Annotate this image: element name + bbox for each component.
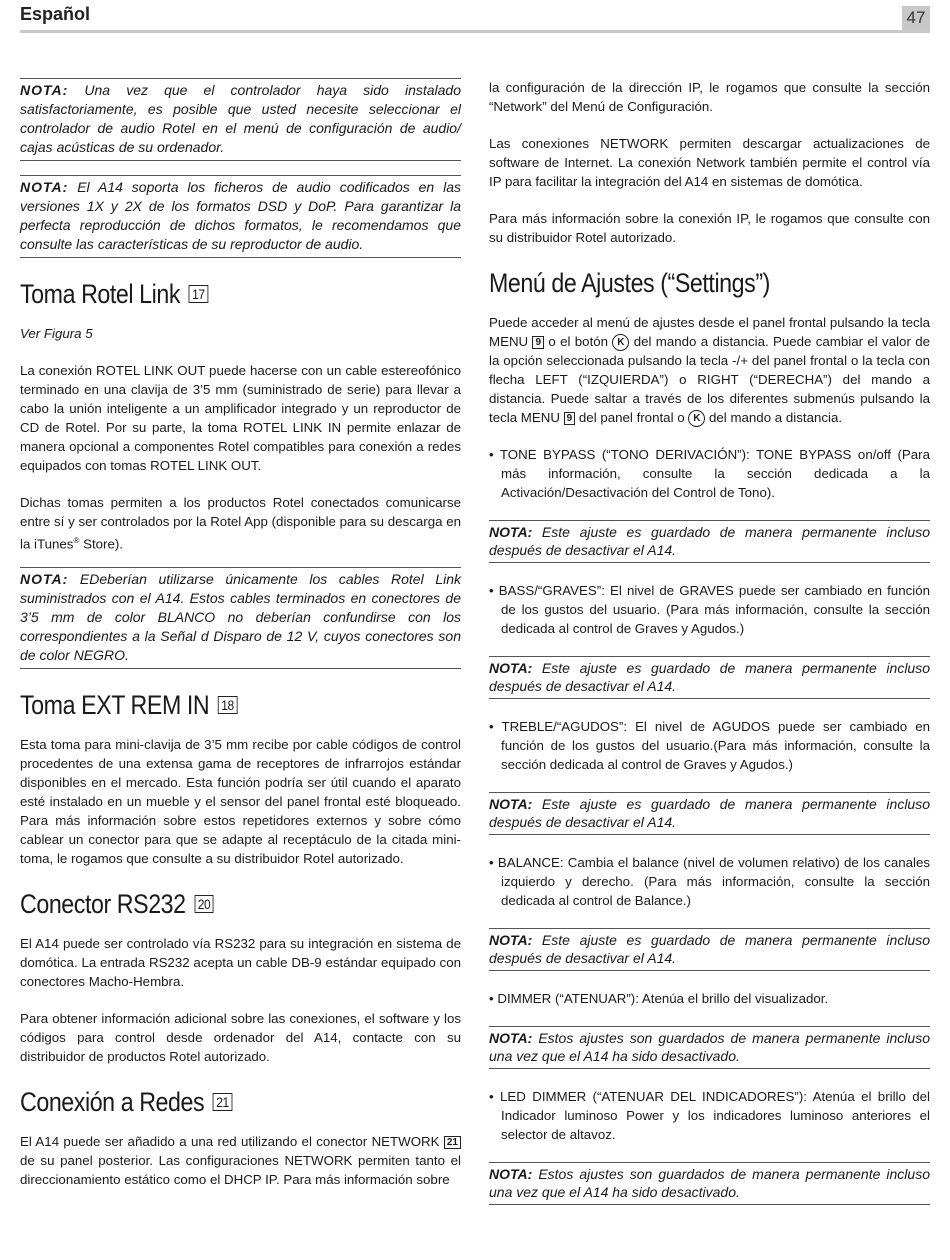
inline-badge-9: 9 [532,336,544,349]
settings-item-tone: • TONE BYPASS (“TONO DERIVACIÓN”): TONE BYPASS on/off (Para más información, consulte la sección dedicada a la Activación/Desactivación del Control de Tono). NOTA: Este ajuste es guardado de manera permanente incluso después de desactivar el A14. [489,445,930,563]
heading-network: Conexión a Redes 21 [20,1086,399,1118]
note-driver: NOTA: Una vez que el controlador haya sido instalado satisfactoriamente, es posible que usted necesite seleccionar el controlador de audio Rotel en el menú de configuración de audio/ cajas acústicas de su ordenador. [20,78,461,161]
note-rotel-link: NOTA: EDeberían utilizarse únicamente los cables Rotel Link suministrados con el A14. Estos cables terminados en conectores de 3’5 mm de color BLANCO no deberían confundirse con los correspondientes a la Señal d Disparo de 12 V, cuyos conectores son de color NEGRO. [20,567,461,669]
settings-item-treble: • TREBLE/“AGUDOS”: El nivel de AGUDOS puede ser cambiado en función de los gustos del usuario.(Para más información, consulte la sección dedicada al control de Graves y Agudos.) NOTA: Este ajuste es guardado de manera permanente incluso después de desactivar el A14. [489,717,930,835]
inline-badge-9-second: 9 [564,412,576,425]
settings-item-balance: • BALANCE: Cambia el balance (nivel de volumen relativo) de los canales izquierdo y derecho. (Para más información, consulte la sección dedicada al control de Balance.) NOTA: Este ajuste es guardado de manera permanente incluso después de desactivar el A14. [489,853,930,971]
right-column [489,78,930,1223]
settings-note: NOTA: Este ajuste es guardado de manera permanente incluso después de desactivar el A14. [489,520,930,563]
rotel-link-paragraph-1: La conexión ROTEL LINK OUT puede hacerse con un cable estereofónico terminado en una clavija de 3’5 mm (suministrado de serie) para llevar a cabo la unión inteligente a un amplificador integrado y un reproductor de CD de Rotel. Por su parte, la toma ROTEL LINK IN permite enlazar de manera opcional a componentes Rotel compatibles para conexión a redes equipados con tomas ROTEL LINK OUT. [20,363,461,473]
left-column [20,78,461,1189]
heading-rs232: Conector RS232 20 [20,888,399,920]
heading-ext-rem: Toma EXT REM IN 18 [20,689,399,721]
settings-note: NOTA: Este ajuste es guardado de manera permanente incluso después de desactivar el A14. [489,792,930,835]
ip-info-paragraph: Para más información sobre la conexión IP, le rogamos que consulte con su distribuidor Rotel autorizado. [489,211,930,245]
settings-item-led-dimmer: • LED DIMMER (“ATENUAR DEL INDICADORES”): Atenúa el brillo del Indicador luminoso Power y los indicadores luminoso anteriores el selector de altavoz. NOTA: Estos ajustes son guardados de manera permanente incluso una vez que el A14 ha sido desactivado. [489,1087,930,1205]
page-number: 47 [902,6,930,30]
remote-k-button-icon: K [612,334,629,351]
rs232-paragraph-2: Para obtener información adicional sobre las conexiones, el software y los códigos para control desde ordenador del A14, contacte con su distribuidor de productos Rotel autorizado. [20,1011,461,1065]
ip-paragraph: la configuración de la dirección IP, le rogamos que consulte la sección “Network” del Menú de Configuración. [489,80,930,114]
inline-badge-21: 21 [444,1136,461,1149]
note-dsd: NOTA: El A14 soporta los ficheros de audio codificados en las versiones 1X y 2X de los formatos DSD y DoP. Para garantizar la perfecta reproducción de dichos formatos, le recomendamos que consulte las características de su reproductor de audio. [20,175,461,258]
see-figure: Ver Figura 5 [20,326,93,341]
network-update-paragraph: Las conexiones NETWORK permiten descargar actualizaciones de software de Internet. La conexión Network también permite el control vía IP para facilitar la integración del A14 en sistemas de domótica. [489,136,930,189]
settings-intro: Puede acceder al menú de ajustes desde el panel frontal pulsando la tecla MENU 9 o el botón K del mando a distancia. Puede cambiar el valor de la opción seleccionada pulsando la tecla -/+ del panel frontal o la tecla con flecha LEFT (“IZQUIERDA”) o RIGHT (“DERECHA”) del mando a distancia. Puede saltar a través de los diferentes submenús pulsando la tecla MENU 9 del panel frontal o K del mando a distancia. [489,315,930,425]
settings-note: NOTA: Este ajuste es guardado de manera permanente incluso después de desactivar el A14. [489,656,930,699]
rs232-paragraph-1: El A14 puede ser controlado vía RS232 para su integración en sistema de domótica. La entrada RS232 acepta un cable DB-9 estándar equipado con conectores Macho-Hembra. [20,936,461,990]
header-rule [20,30,930,33]
badge-18: 18 [218,696,237,714]
settings-item-dimmer: • DIMMER (“ATENUAR”): Atenúa el brillo del visualizador. NOTA: Estos ajustes son guardados de manera permanente incluso una vez que el A14 ha sido desactivado. [489,989,930,1069]
heading-rotel-link: Toma Rotel Link 17 [20,278,399,310]
ext-rem-paragraph: Esta toma para mini-clavija de 3’5 mm recibe por cable códigos de control procedentes de una extensa gama de receptores de infrarrojos estándar disponibles en el mercado. Esta función podría ser útil cuando el aparato esté instalado en un mueble y el sensor del panel frontal esté bloqueado. Para más información sobre estos repetidores externos y sobre cómo cablear un conector para que se adapte al receptáculo de la citada mini-toma, le rogamos que consulte a su distribuidor Rotel autorizado. [20,737,461,867]
network-paragraph: El A14 puede ser añadido a una red utilizando el conector NETWORK 21 de su panel posterior. Las configuraciones NETWORK permiten tanto el direccionamiento estático como el DHCP IP. Para más información sobre [20,1134,461,1188]
remote-k-button-icon-second: K [688,410,705,427]
settings-note: NOTA: Estos ajustes son guardados de manera permanente incluso una vez que el A14 ha sido desactivado. [489,1026,930,1069]
rotel-link-paragraph-2: Dichas tomas permiten a los productos Rotel conectados comunicarse entre sí y ser controlados por la Rotel App (disponible para su descarga en la iTunes® Store). [20,495,461,552]
heading-settings: Menú de Ajustes (“Settings”) [489,268,770,298]
language-label: Español [20,4,91,24]
page-header [20,0,930,34]
settings-note: NOTA: Estos ajustes son guardados de manera permanente incluso una vez que el A14 ha sido desactivado. [489,1162,930,1205]
settings-item-bass: • BASS/“GRAVES”: El nivel de GRAVES puede ser cambiado en función de los gustos del usuario. (Para más información, consulte la sección dedicada al control de Graves y Agudos.) NOTA: Este ajuste es guardado de manera permanente incluso después de desactivar el A14. [489,581,930,699]
badge-20: 20 [194,895,213,913]
settings-note: NOTA: Este ajuste es guardado de manera permanente incluso después de desactivar el A14. [489,928,930,971]
badge-17: 17 [189,285,208,303]
badge-21: 21 [213,1093,232,1111]
